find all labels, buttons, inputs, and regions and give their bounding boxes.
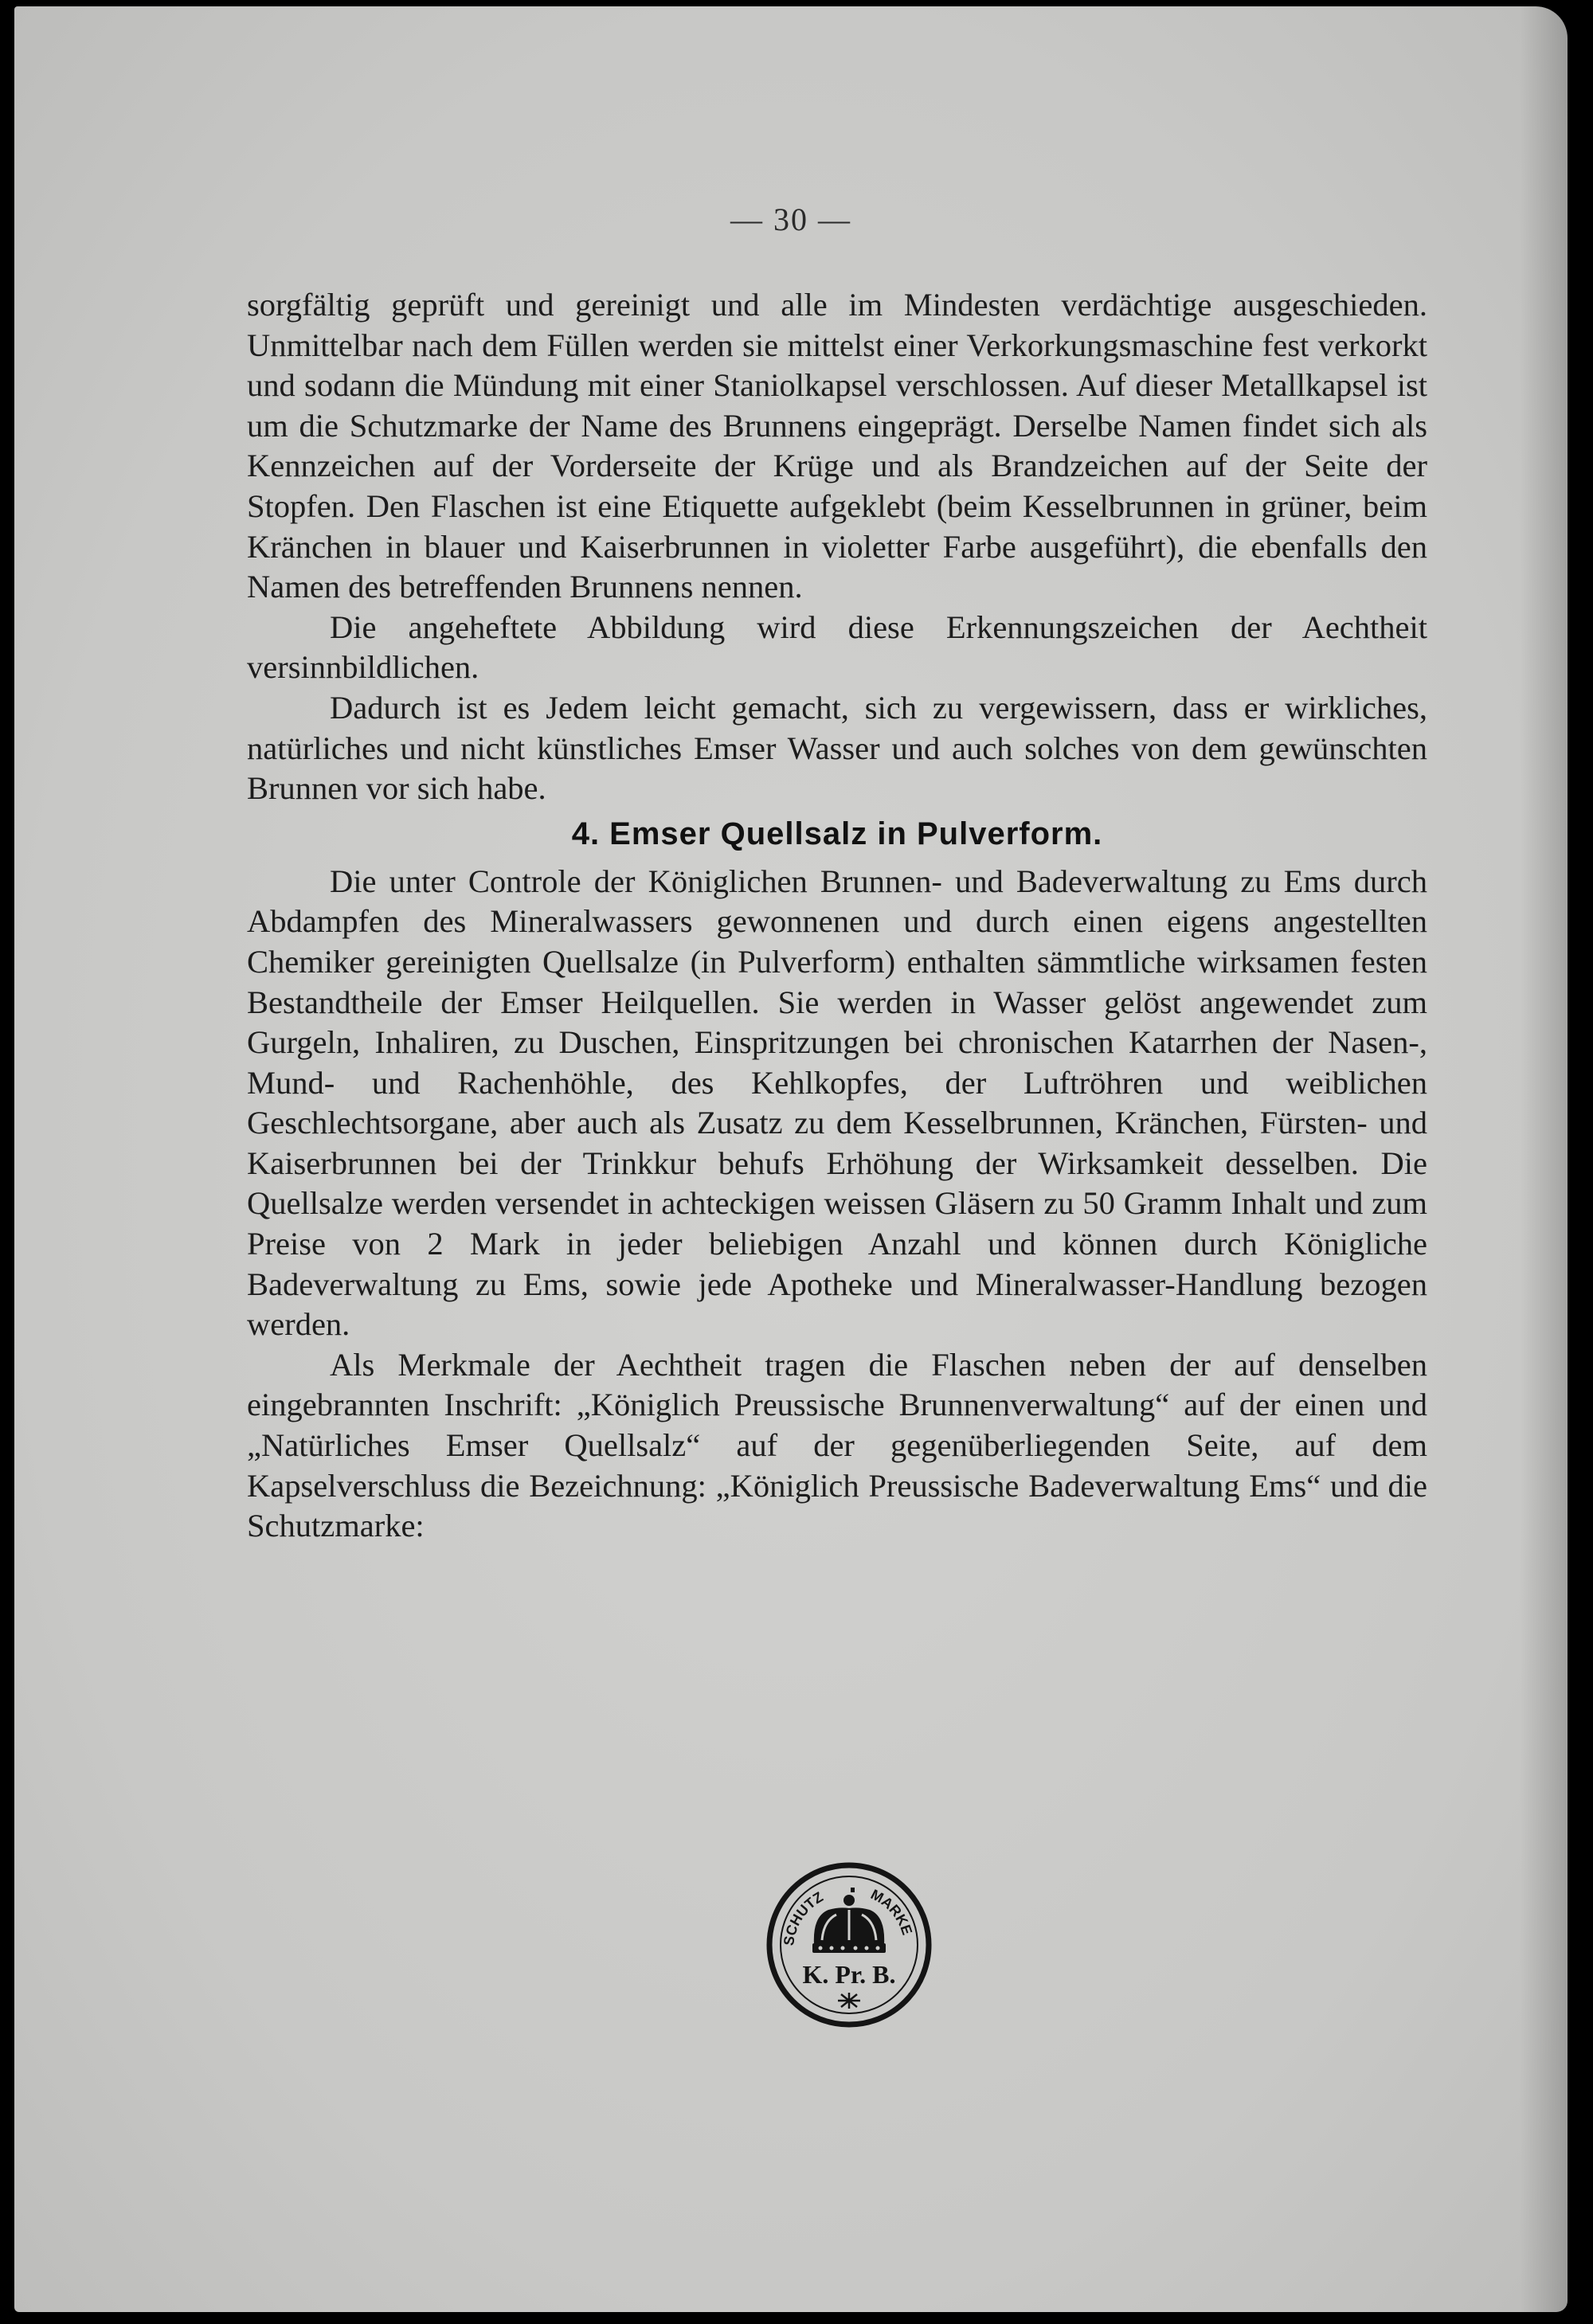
page-number: — 30 — (730, 201, 851, 237)
paragraph-3: Dadurch ist es Jedem leicht gemacht, sich zu vergewissern, dass er wirkliches, natürliches und nicht künstliches Emser Wasser und auch solches von dem gewünschten Brunnen vor sich habe. (247, 689, 1427, 807)
page-edge-shadow (1520, 6, 1568, 2312)
paragraph-1: sorgfältig geprüft und gereinigt und alle im Mindesten verdächtige ausgeschieden. Unmittelbar nach dem Füllen werden sie mittelst einer Verkorkungsmaschine fest verkorkt und sodann die Mündung mit einer Staniolkapsel verschlossen. Auf dieser Metallkapsel ist um die Schutzmarke der Name des Brunnens eingeprägt. Derselbe Namen findet sich als Kennzeichen auf der Vorderseite der Krüge und als Brandzeichen auf der Seite der Stopfen. Den Flaschen ist eine Etiquette aufgeklebt (beim Kesselbrunnen in grüner, beim Kränchen in blauer und Kaiserbrunnen in violetter Farbe ausgeführt), die ebenfalls den Namen des betreffenden Brunnens nennen. (247, 287, 1427, 605)
star-ornament-icon (838, 1993, 860, 2009)
paragraph-4: Die unter Controle der Königlichen Brunnen- und Badeverwaltung zu Ems durch Abdampfen des Mineralwassers gewonnenen und durch einen eigens angestellten Chemiker gereinigten Quellsalze (in Pulverform) enthalten sämmtliche wirksamen festen Bestandtheile der Emser Heilquellen. Sie werden in Wasser gelöst angewendet zum Gurgeln, Inhaliren, zu Duschen, Einspritzungen bei chronischen Katarrhen der Nasen-, Mund- und Rachenhöhle, des Kehlkopfes, der Luftröhren und weiblichen Geschlechtsorgane, aber auch als Zusatz zu dem Kesselbrunnen, Kränchen, Fürsten- und Kaiserbrunnen bei der Trinkkur behufs Erhöhung der Wirksamkeit desselben. Die Quellsalze werden versendet in achteckigen weissen Gläsern zu 50 Gramm Inhalt und zum Preise von 2 Mark in jeder beliebigen Anzahl und können durch Königliche Badeverwaltung zu Ems, sowie jede Apotheke und Mineralwasser-Handlung bezogen werden. (247, 863, 1427, 1343)
body-text (247, 285, 1427, 1547)
document-page (14, 6, 1568, 2312)
trademark-stamp (765, 1860, 933, 2029)
section-heading: 4. Emser Quellsalz in Pulverform. (571, 816, 1103, 851)
stamp-initials: K. Pr. B. (802, 1960, 896, 1989)
stamp-arc-left: SCHUTZ (781, 1888, 826, 1947)
stamp-arc-right: MARKE (868, 1886, 916, 1938)
paragraph-2: Die angeheftete Abbildung wird diese Erkennungszeichen der Aechtheit versinnbildlichen. (247, 608, 1427, 686)
paragraph-5: Als Merkmale der Aechtheit tragen die Flaschen neben der auf denselben eingebrannten Inschrift: „Königlich Preussische Brunnenverwaltung“ auf der einen und „Natürliches Emser Quellsalz“ auf der gegenüberliegenden Seite, auf dem Kapselverschluss die Bezeichnung: „Königlich Preussische Badeverwaltung Ems“ und die Schutzmarke: (247, 1346, 1427, 1544)
